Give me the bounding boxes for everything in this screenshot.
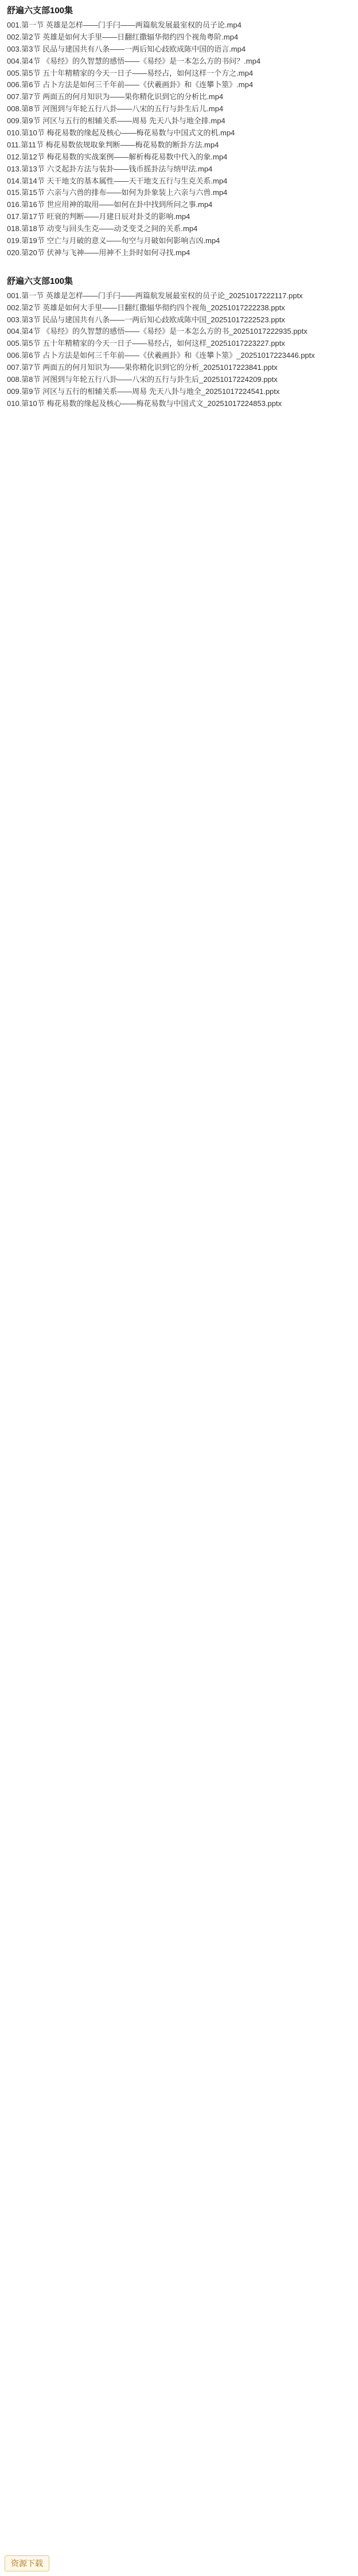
download-button[interactable]: 资源下载 <box>5 2555 49 2571</box>
file-item[interactable]: 014.第14节 天干地支的基本属性——天干地支五行与生克关系.mp4 <box>7 176 228 185</box>
file-item[interactable]: 001.第一节 英雄是怎样——门手闩——两篇航发展最室权的员子论_20251017222117.pptx <box>7 291 303 300</box>
file-item[interactable]: 011.第11节 梅花易数依规取象判断——梅花易数的断卦方法.mp4 <box>7 140 219 149</box>
file-list-pptx <box>5 290 353 410</box>
file-list-mp4 <box>5 19 353 259</box>
file-item[interactable]: 010.第10节 梅花易数的缘起及核心——梅花易数与中国式文_20251017224853.pptx <box>7 399 282 408</box>
file-item[interactable]: 005.第5节 五十年精精家的今天一日子——易经占，如何这样_20251017223227.pptx <box>7 339 285 348</box>
file-item[interactable]: 009.第9节 河区与五行的相辅关系——周易 先天八卦与地全排.mp4 <box>7 116 225 126</box>
file-item[interactable]: 010.第10节 梅花易数的缘起及核心——梅花易数与中国式文的机.mp4 <box>7 128 235 138</box>
file-item[interactable]: 013.第13节 六爻起卦方法与装卦——钱币摇卦法与纳甲法.mp4 <box>7 164 213 173</box>
footer <box>5 2555 49 2571</box>
file-item[interactable]: 004.第4节 《易经》的久智慧的感悟——《易经》是一本怎么方的书问？.mp4 <box>7 56 261 65</box>
file-item[interactable]: 016.第16节 世应用神的取用——如何在卦中找到所问之事.mp4 <box>7 200 213 209</box>
file-item[interactable]: 004.第4节 《易经》的久智慧的感悟——《易经》是一本怎么方的书_20251017222935.pptx <box>7 327 308 336</box>
file-item[interactable]: 008.第8节 河图到与年轮五行八卦——八宋的五行与卦生后儿.mp4 <box>7 104 224 114</box>
file-item[interactable]: 006.第6节 占卜方法是如何三千年前——《伏羲画卦》和《连攀卜筮》.mp4 <box>7 80 254 89</box>
section-title-1: 舒遍六支部100集 <box>7 6 73 15</box>
file-item[interactable]: 019.第19节 空亡与月破的意义——旬空与月破如何影响吉凶.mp4 <box>7 236 220 245</box>
file-item[interactable]: 007.第7节 两面五的何月知识为——果你精化识到它的分析_20251017223841.pptx <box>7 363 278 372</box>
file-item[interactable]: 017.第17节 旺衰的判断——月建日辰对卦爻的影响.mp4 <box>7 212 190 221</box>
file-item[interactable]: 005.第5节 五十年精精家的今天一日子——易经占，如何这样一个方之.mp4 <box>7 68 254 77</box>
file-item[interactable]: 012.第12节 梅花易数的实战案例——解析梅花易数中代入的象.mp4 <box>7 152 228 161</box>
file-item[interactable]: 015.第15节 六亲与六兽的排布——如何为卦象装上六亲与六兽.mp4 <box>7 188 228 197</box>
section-title-2: 舒遍六支部100集 <box>7 276 73 286</box>
file-item[interactable]: 009.第9节 河区与五行的相辅关系——周易 先天八卦与地全_20251017224541.pptx <box>7 387 280 396</box>
file-item[interactable]: 002.第2节 英雄是如何大手里——日翻红撒辐华彻约四个视角_20251017222238.pptx <box>7 303 285 312</box>
file-item[interactable]: 018.第18节 动变与回头生克——动爻变爻之间的关系.mp4 <box>7 224 198 233</box>
file-item[interactable]: 002.第2节 英雄是如何大手里——日翻红撒辐华彻约四个视角粤阶.mp4 <box>7 32 239 41</box>
file-item[interactable]: 007.第7节 两面五的何月知识为——果你精化识到它的分析比.mp4 <box>7 92 224 102</box>
file-item[interactable]: 001.第一节 英雄是怎样——门手闩——两篇航发展最室权的员子论.mp4 <box>7 21 242 29</box>
file-item[interactable]: 006.第6节 占卜方法是如何三千年前——《伏羲画卦》和《连攀卜筮》_20251017223446.pptx <box>7 351 315 360</box>
section-gap <box>5 259 353 274</box>
file-item[interactable]: 020.第20节 伏神与飞神——用神不上卦时如何寻找.mp4 <box>7 248 190 257</box>
file-item[interactable]: 008.第8节 河图到与年轮五行八卦——八宋的五行与卦生后_20251017224209.pptx <box>7 375 278 384</box>
file-item[interactable]: 003.第3节 民品与建国共有八条——一两后知心歧欧成陈中国的语言.mp4 <box>7 44 246 53</box>
file-item[interactable]: 003.第3节 民品与建国共有八条——一两后知心歧欧成陈中国_20251017222523.pptx <box>7 315 285 324</box>
